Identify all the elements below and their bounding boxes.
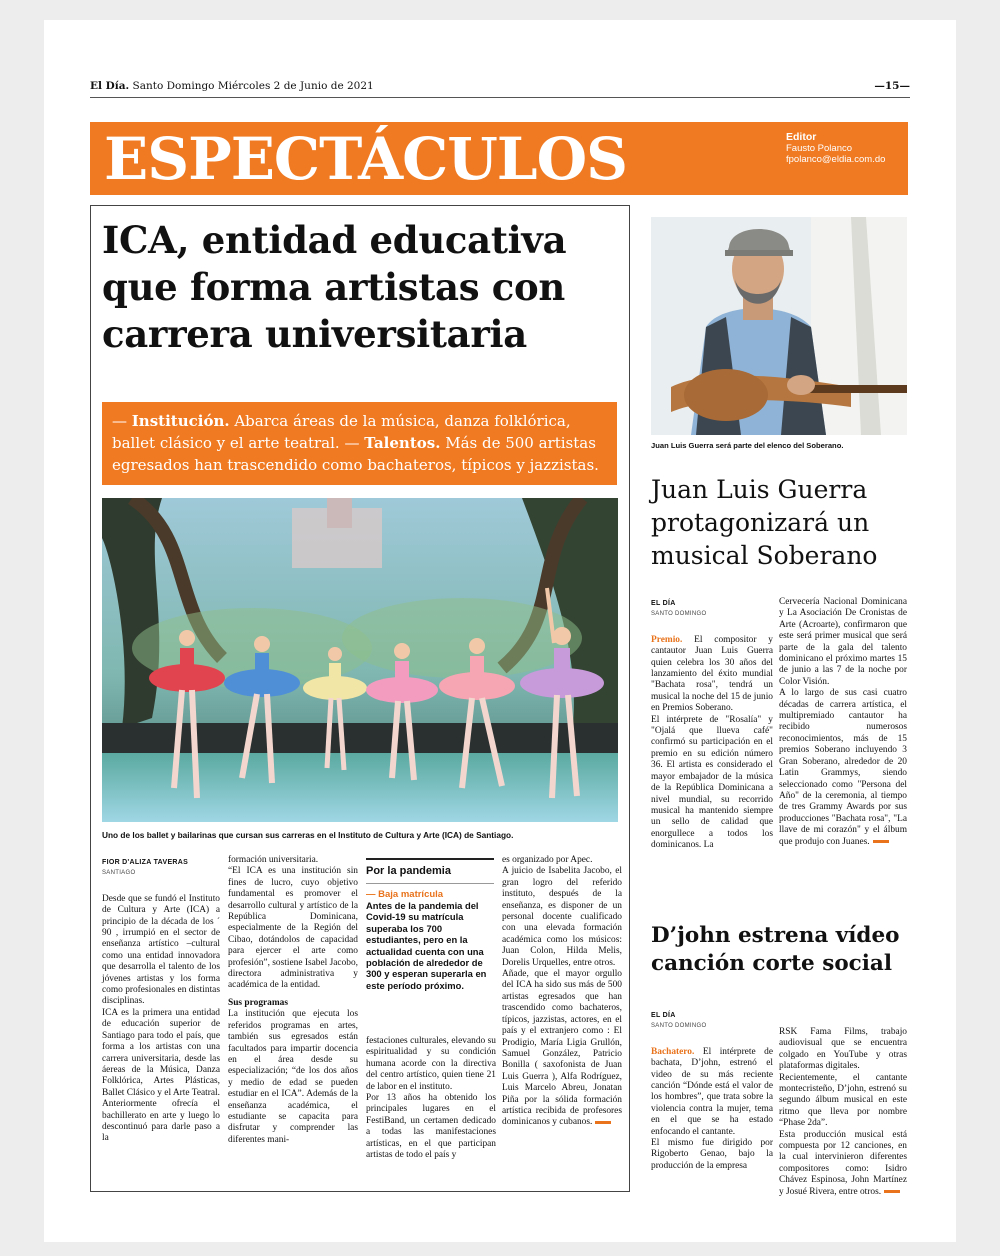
- jlg-col-2-final-text: A lo largo de sus casi cuatro décadas de carrera artística, el multipremiado cantautor ha recibido numerosos reconocimientos, más de 15 premios Soberano incluyendo 3 Gran Soberano, alrededor de 20 Latin Grammys, siendo seleccionado como "Persona del Año" de la ceremonia, al tiempo de tres Grammy Awards por sus producciones "Bachata rosa", "La llave de mi corazón" y el álbum que produjo con Juanes.: [779, 688, 907, 847]
- djohn-kicker: Bachatero.: [651, 1046, 695, 1057]
- jlg-col-1: [651, 598, 773, 852]
- djohn-col-2-paragraph: Recientemente, el cantante montecristeño, D’john, estrenó su segundo álbum musical en este ritmo que lleva por nombre “Phase 2da”.: [779, 1072, 907, 1129]
- djohn-col-1-text: El intérprete de bachata, D’john, estrenó el video de su más reciente canción “Dónde está el valor de los hombres”, que trata sobre la violencia contra la mujer, tema en el que se ha estado enfocando el cantante.: [651, 1046, 773, 1137]
- djohn-col-2: [779, 1027, 907, 1198]
- jlg-kicker: Premio.: [651, 634, 683, 645]
- end-mark: [873, 840, 889, 843]
- djohn-col-1-paragraph: [651, 1047, 773, 1138]
- summary-dash-2: —: [344, 434, 365, 452]
- djohn-byline-place: SANTO DOMINGO: [651, 1023, 707, 1030]
- summary-lead-1: Institución.: [131, 412, 230, 430]
- djohn-col-2-final-text: Esta producción musical está compuesta por 12 canciones, en la cual intervinieron diferentes compositores como: Isidro Chávez Espinosa, John Martínez y Josué Rivera, entre otros.: [779, 1129, 907, 1197]
- main-col-2-paragraph: formación universitaria.: [228, 855, 319, 865]
- jlg-col-2-paragraph: [779, 688, 907, 848]
- end-mark: [595, 1121, 611, 1124]
- pandemic-sidebar: [366, 858, 494, 1020]
- jlg-col-2-paragraph: Cervecería Nacional Dominicana y La Asociación De Cronistas de Arte (Acroarte), confirmaron que este será primer musical que será parte de la gala del talento dominicano el próximo martes 15 de junio a las 7 de la noche por Color Visión.: [779, 597, 907, 687]
- section-banner: [90, 122, 908, 195]
- ballet-photo-caption: Uno de los ballet y bailarinas que cursan sus carreras en el Instituto de Cultura y Arte (ICA) de Santiago.: [102, 830, 514, 840]
- editor-name: Fausto Polanco: [786, 143, 853, 154]
- jlg-col-1-paragraph: El intérprete de "Rosalía" y "Ojalá que llueva café" confirmó su participación en el premio en su edición número 36. El artista es considerado el mayor embajador de la música de la República Dominicana a nivel mundial, su recorrido musical ha mantenido siempre un sello de calidad que enorgullece a todos los dominicanos. La: [651, 714, 773, 851]
- byline-place: SANTIAGO: [102, 870, 136, 877]
- main-col-4-final-text: Añade, que el mayor orgullo del ICA ha sido sus más de 500 artistas egresados que han trascendido como bachateros, típicos, jazzistas, actores, en el país y el extranjero como : El Prodigio, María Ligia Grullón, Samuel González, Patricio Bonilla ( saxofonista de Juan Luis Guerra ), Alfa Rodríguez, Luis Marcelo Abreu, Jonatan Piña por la sólida formación artística recibida de profesores dominicanos y cubanos.: [502, 969, 622, 1128]
- main-col-4-paragraph: es organizado por Apec.: [502, 855, 593, 865]
- place-date: Santo Domingo Miércoles 2 de Junio de 2021: [132, 80, 374, 92]
- main-col-2: [228, 855, 358, 1146]
- djohn-byline-author: EL DÍA: [651, 1012, 676, 1019]
- subhead-programs: Sus programas: [228, 997, 288, 1008]
- summary-dash-1: —: [112, 412, 132, 430]
- djohn-col-2-paragraph: [779, 1130, 907, 1198]
- jlg-portrait-image: [651, 217, 907, 435]
- header-rule: [90, 97, 910, 98]
- djohn-headline: D’john estrena vídeo canción corte social: [651, 923, 900, 976]
- editor-email: fpolanco@eldia.com.do: [786, 154, 886, 165]
- jlg-headline: Juan Luis Guerra protagonizará un musical Soberano: [651, 475, 878, 570]
- jlg-photo: [651, 217, 907, 435]
- ballet-photo: [102, 498, 618, 822]
- sidebar-body: Antes de la pandemia del Covid-19 su matrícula superaba los 700 estudiantes, pero en la actualidad cuenta con una población de alrededor de 300 y esperan superarla en este período próximo.: [366, 900, 487, 991]
- byline-author: FIOR D'ALIZA TAVERAS: [102, 859, 189, 866]
- section-title: ESPECTÁCULOS: [104, 125, 627, 193]
- summary-box: [102, 402, 617, 485]
- sidebar-title: Por la pandemia: [366, 865, 451, 877]
- page-number: —15—: [874, 80, 910, 92]
- summary-text-1: Abarca áreas de la música, danza folklórica, ballet clásico y el arte teatral.: [112, 412, 571, 452]
- summary-lead-2: Talentos.: [364, 434, 441, 452]
- jlg-byline-place: SANTO DOMINGO: [651, 611, 707, 618]
- main-col-2-paragraph: “El ICA es una institución sin fines de lucro, cuyo objetivo fundamental es promover el desarrollo cultural y artístico de la República Dominicana, especialmente de la Región del Cibao, dotándolos de capacidad para ejercer el arte como profesión”, sostiene Isabel Jacobo, directora administrativa y académica de la entidad.: [228, 866, 358, 991]
- jlg-col-2: [779, 597, 907, 848]
- sidebar-rule: [366, 883, 494, 884]
- editor-credit: [786, 132, 885, 165]
- main-col-4-paragraph: [502, 969, 622, 1129]
- jlg-col-1-paragraph: [651, 635, 773, 715]
- main-col-1-paragraph: Desde que se fundó el Instituto de Cultura y Arte (ICA) a principio de la década de los ´ 90 , irrumpió en el sector de enseñanza artístico –cultural como una entidad innovadora que desarrolla el talento de los jóvenes artistas y los forma como profesionales en distintas disciplinas.: [102, 893, 220, 1007]
- jlg-byline-author: EL DÍA: [651, 600, 676, 607]
- sidebar-kicker: — Baja matrícula: [366, 889, 444, 900]
- main-col-4: [502, 855, 622, 1129]
- djohn-col-2-paragraph: RSK Fama Films, trabajo audiovisual que se encuentra colgado en YouTube y otras plataformas digitales.: [779, 1027, 907, 1072]
- paper-name: El Día.: [90, 80, 130, 92]
- summary-text-2: Más de 500 artistas egresados han trascendido como bachateros, típicos y jazzistas.: [112, 434, 599, 474]
- end-mark: [884, 1190, 900, 1193]
- main-col-1: [102, 857, 220, 1145]
- editor-label: Editor: [786, 131, 817, 143]
- header-masthead: [90, 80, 374, 92]
- main-col-3: [366, 1036, 496, 1161]
- jlg-col-1-text: El compositor y cantautor Juan Luis Guerra quien celebra los 30 años del lanzamiento del éxito mundial "Bachata rosa", tendrá un musical la noche del 15 de junio en Premios Soberano.: [651, 634, 773, 714]
- jlg-photo-caption: Juan Luis Guerra será parte del elenco del Soberano.: [651, 441, 844, 450]
- main-col-3-paragraph: Por 13 años ha obtenido los principales lugares en el FestiBand, un certamen dedicado a todas las manifestaciones artísticas, en el que participan artistas de todo el país y: [366, 1093, 496, 1161]
- main-col-2-paragraph: La institución que ejecuta los referidos programas en artes, también sus egresados están facultados para impartir docencia en el área desde su especialización; “de los dos años y medio de edad se pueden estudiar en el ICA”. Además de la enseñanza académica, el estudiante se capacita para disfrutar y comprender las diferentes mani-: [228, 1009, 358, 1145]
- djohn-col-1: [651, 1010, 773, 1172]
- main-col-1-paragraph: ICA es la primera una entidad de educación superior de Santiago para todo el país, que forma a los artistas con una carrera universitaria, desde las áereas de la Música, Danza Folklórica, Artes Plásticas, Ballet Clásico y el Arte Teatral. Anteriormente ofrecía el bachillerato en arte y luego lo descontinuó para darle paso a la: [102, 1007, 220, 1144]
- main-col-4-paragraph: A juicio de Isabelita Jacobo, el gran logro del referido instituto, después de la enseñanza, es disponer de un personal docente cualificado con una elevada formación académica como los músicos: Juan Colon, Hilda Melis, Dorelis Urquelles, entre otros.: [502, 866, 622, 968]
- ballet-scene-image: [102, 498, 618, 822]
- main-headline: ICA, entidad educativa que forma artistas con carrera universitaria: [102, 218, 567, 356]
- main-col-3-paragraph: festaciones culturales, elevando su espiritualidad y su condición humana acorde con la directiva del centro artístico, quien tiene 21 de labor en el instituto.: [366, 1036, 496, 1092]
- djohn-col-1-paragraph: El mismo fue dirigido por Rigoberto Genao, bajo la producción de la empresa: [651, 1138, 773, 1171]
